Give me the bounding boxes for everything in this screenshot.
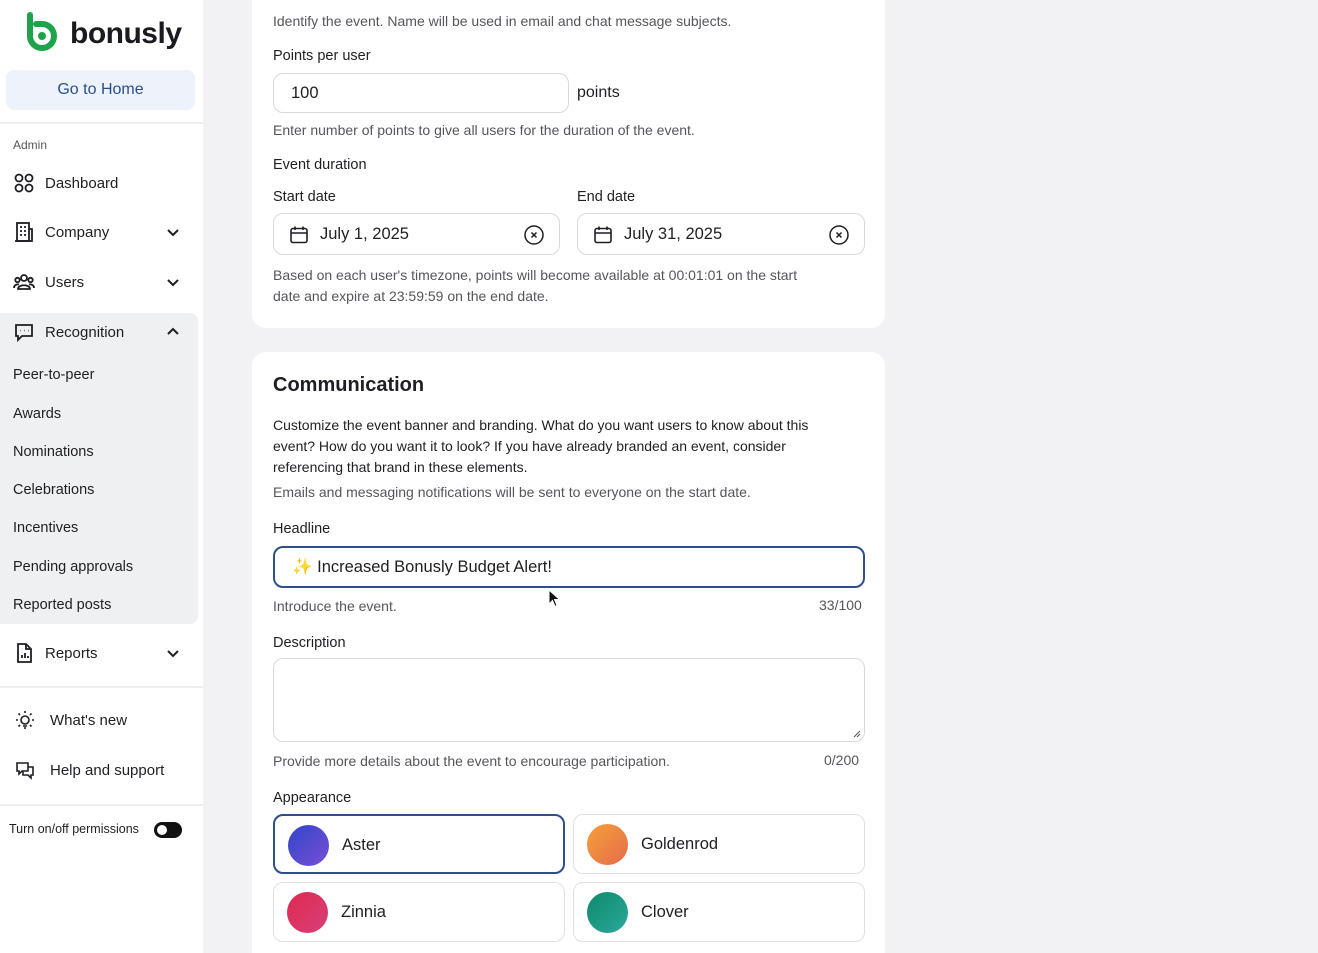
sidebar-item-label: Dashboard xyxy=(45,174,119,192)
communication-title: Communication xyxy=(273,374,425,396)
clear-icon[interactable] xyxy=(828,224,850,246)
go-to-home-button[interactable]: Go to Home xyxy=(6,70,195,110)
description-char-count: 0/200 xyxy=(824,752,860,768)
appearance-option-label: Goldenrod xyxy=(641,835,719,853)
color-swatch xyxy=(587,824,628,865)
chevron-down-icon xyxy=(165,645,181,661)
event-duration-label: Event duration xyxy=(273,157,367,173)
appearance-label: Appearance xyxy=(273,790,352,806)
mouse-cursor-icon xyxy=(548,589,562,609)
color-swatch xyxy=(287,892,328,933)
permissions-toggle[interactable] xyxy=(154,822,182,838)
sidebar-subitem-pending-approvals[interactable]: Pending approvals xyxy=(13,559,134,575)
permissions-toggle-label: Turn on/off permissions xyxy=(9,822,139,836)
headline-label: Headline xyxy=(273,521,331,537)
sidebar-subitem-nominations[interactable]: Nominations xyxy=(13,444,94,460)
end-date-value: July 31, 2025 xyxy=(624,224,723,243)
sidebar-subitem-incentives[interactable]: Incentives xyxy=(13,520,79,536)
sidebar-item-recognition[interactable] xyxy=(0,312,203,352)
sidebar-item-label: Company xyxy=(45,223,110,241)
points-label: Points per user xyxy=(273,48,371,64)
calendar-icon xyxy=(593,225,613,245)
sidebar-subitem-peer-to-peer[interactable]: Peer-to-peer xyxy=(13,367,95,383)
communication-intro-line-2: event? How do you want it to look? If you have already branded an event, consider xyxy=(273,438,786,454)
start-date-label: Start date xyxy=(273,189,336,205)
calendar-icon xyxy=(289,225,309,245)
recognition-group xyxy=(0,313,198,624)
sidebar-item-whats-new[interactable] xyxy=(0,700,203,740)
appearance-option-label: Clover xyxy=(641,903,689,921)
building-icon xyxy=(13,221,35,243)
appearance-option-goldenrod[interactable] xyxy=(573,814,865,874)
color-swatch xyxy=(587,892,628,933)
brand-logo[interactable] xyxy=(20,12,182,56)
bonusly-logo-icon xyxy=(20,12,64,56)
description-textarea[interactable] xyxy=(273,658,865,742)
communication-intro-line-3: referencing that brand in these elements. xyxy=(273,459,528,475)
resize-handle-icon[interactable] xyxy=(853,730,861,738)
chevron-down-icon xyxy=(165,224,181,240)
users-icon xyxy=(13,271,35,293)
points-unit: points xyxy=(577,84,620,101)
sidebar-subitem-reported-posts[interactable]: Reported posts xyxy=(13,597,112,613)
sidebar-item-company[interactable] xyxy=(0,212,203,252)
description-label: Description xyxy=(273,635,346,651)
sidebar-item-label: Recognition xyxy=(45,323,125,341)
divider xyxy=(0,122,203,124)
clear-icon[interactable] xyxy=(523,224,545,246)
headline-char-count: 33/100 xyxy=(819,597,862,613)
start-date-value: July 1, 2025 xyxy=(320,224,409,243)
description-help: Provide more details about the event to encourage participation. xyxy=(273,753,670,769)
sidebar-item-reports[interactable] xyxy=(0,633,203,673)
help-chat-icon xyxy=(14,759,36,781)
lightbulb-icon xyxy=(14,709,36,731)
brand-name: bonusly xyxy=(70,17,182,50)
points-help: Enter number of points to give all users for the duration of the event. xyxy=(273,122,695,138)
headline-help: Introduce the event. xyxy=(273,598,397,614)
event-name-help: Identify the event. Name will be used in email and chat message subjects. xyxy=(273,13,732,29)
grid-icon xyxy=(13,172,35,194)
sidebar-subitem-celebrations[interactable]: Celebrations xyxy=(13,482,95,498)
sidebar-item-label: Reports xyxy=(45,644,98,662)
notification-notice: Emails and messaging notifications will be sent to everyone on the start date. xyxy=(273,484,751,500)
divider xyxy=(0,804,203,806)
appearance-option-aster[interactable] xyxy=(273,814,565,874)
sidebar-item-users[interactable] xyxy=(0,262,203,302)
timezone-help-line-2: date and expire at 23:59:59 on the end date. xyxy=(273,288,549,304)
sidebar-subitem-awards[interactable]: Awards xyxy=(13,406,62,422)
headline-input[interactable] xyxy=(273,546,865,588)
sidebar xyxy=(0,0,203,953)
points-input[interactable] xyxy=(273,73,569,113)
sidebar-item-label: What's new xyxy=(50,711,128,729)
divider xyxy=(0,686,203,688)
report-icon xyxy=(13,642,35,664)
start-date-input[interactable] xyxy=(273,213,560,255)
headline-input-value: ✨ Increased Bonusly Budget Alert! xyxy=(292,557,552,576)
sidebar-item-dashboard[interactable] xyxy=(0,163,203,203)
end-date-input[interactable] xyxy=(577,213,865,255)
sidebar-item-help-support[interactable] xyxy=(0,750,203,790)
chevron-up-icon xyxy=(165,324,181,340)
color-swatch xyxy=(288,825,329,866)
communication-intro-line-1: Customize the event banner and branding. What do you want users to know about this xyxy=(273,417,809,433)
sidebar-item-label: Users xyxy=(45,273,85,291)
points-input-value: 100 xyxy=(291,83,319,102)
end-date-label: End date xyxy=(577,189,636,205)
appearance-option-label: Aster xyxy=(342,836,381,854)
sidebar-item-label: Help and support xyxy=(50,761,165,779)
appearance-option-label: Zinnia xyxy=(341,903,386,921)
section-label-admin: Admin xyxy=(13,138,48,152)
appearance-option-zinnia[interactable] xyxy=(273,882,565,942)
chevron-down-icon xyxy=(165,274,181,290)
timezone-help-line-1: Based on each user's timezone, points will become available at 00:01:01 on the start xyxy=(273,267,798,283)
appearance-option-clover[interactable] xyxy=(573,882,865,942)
chat-bubble-icon xyxy=(13,321,35,343)
